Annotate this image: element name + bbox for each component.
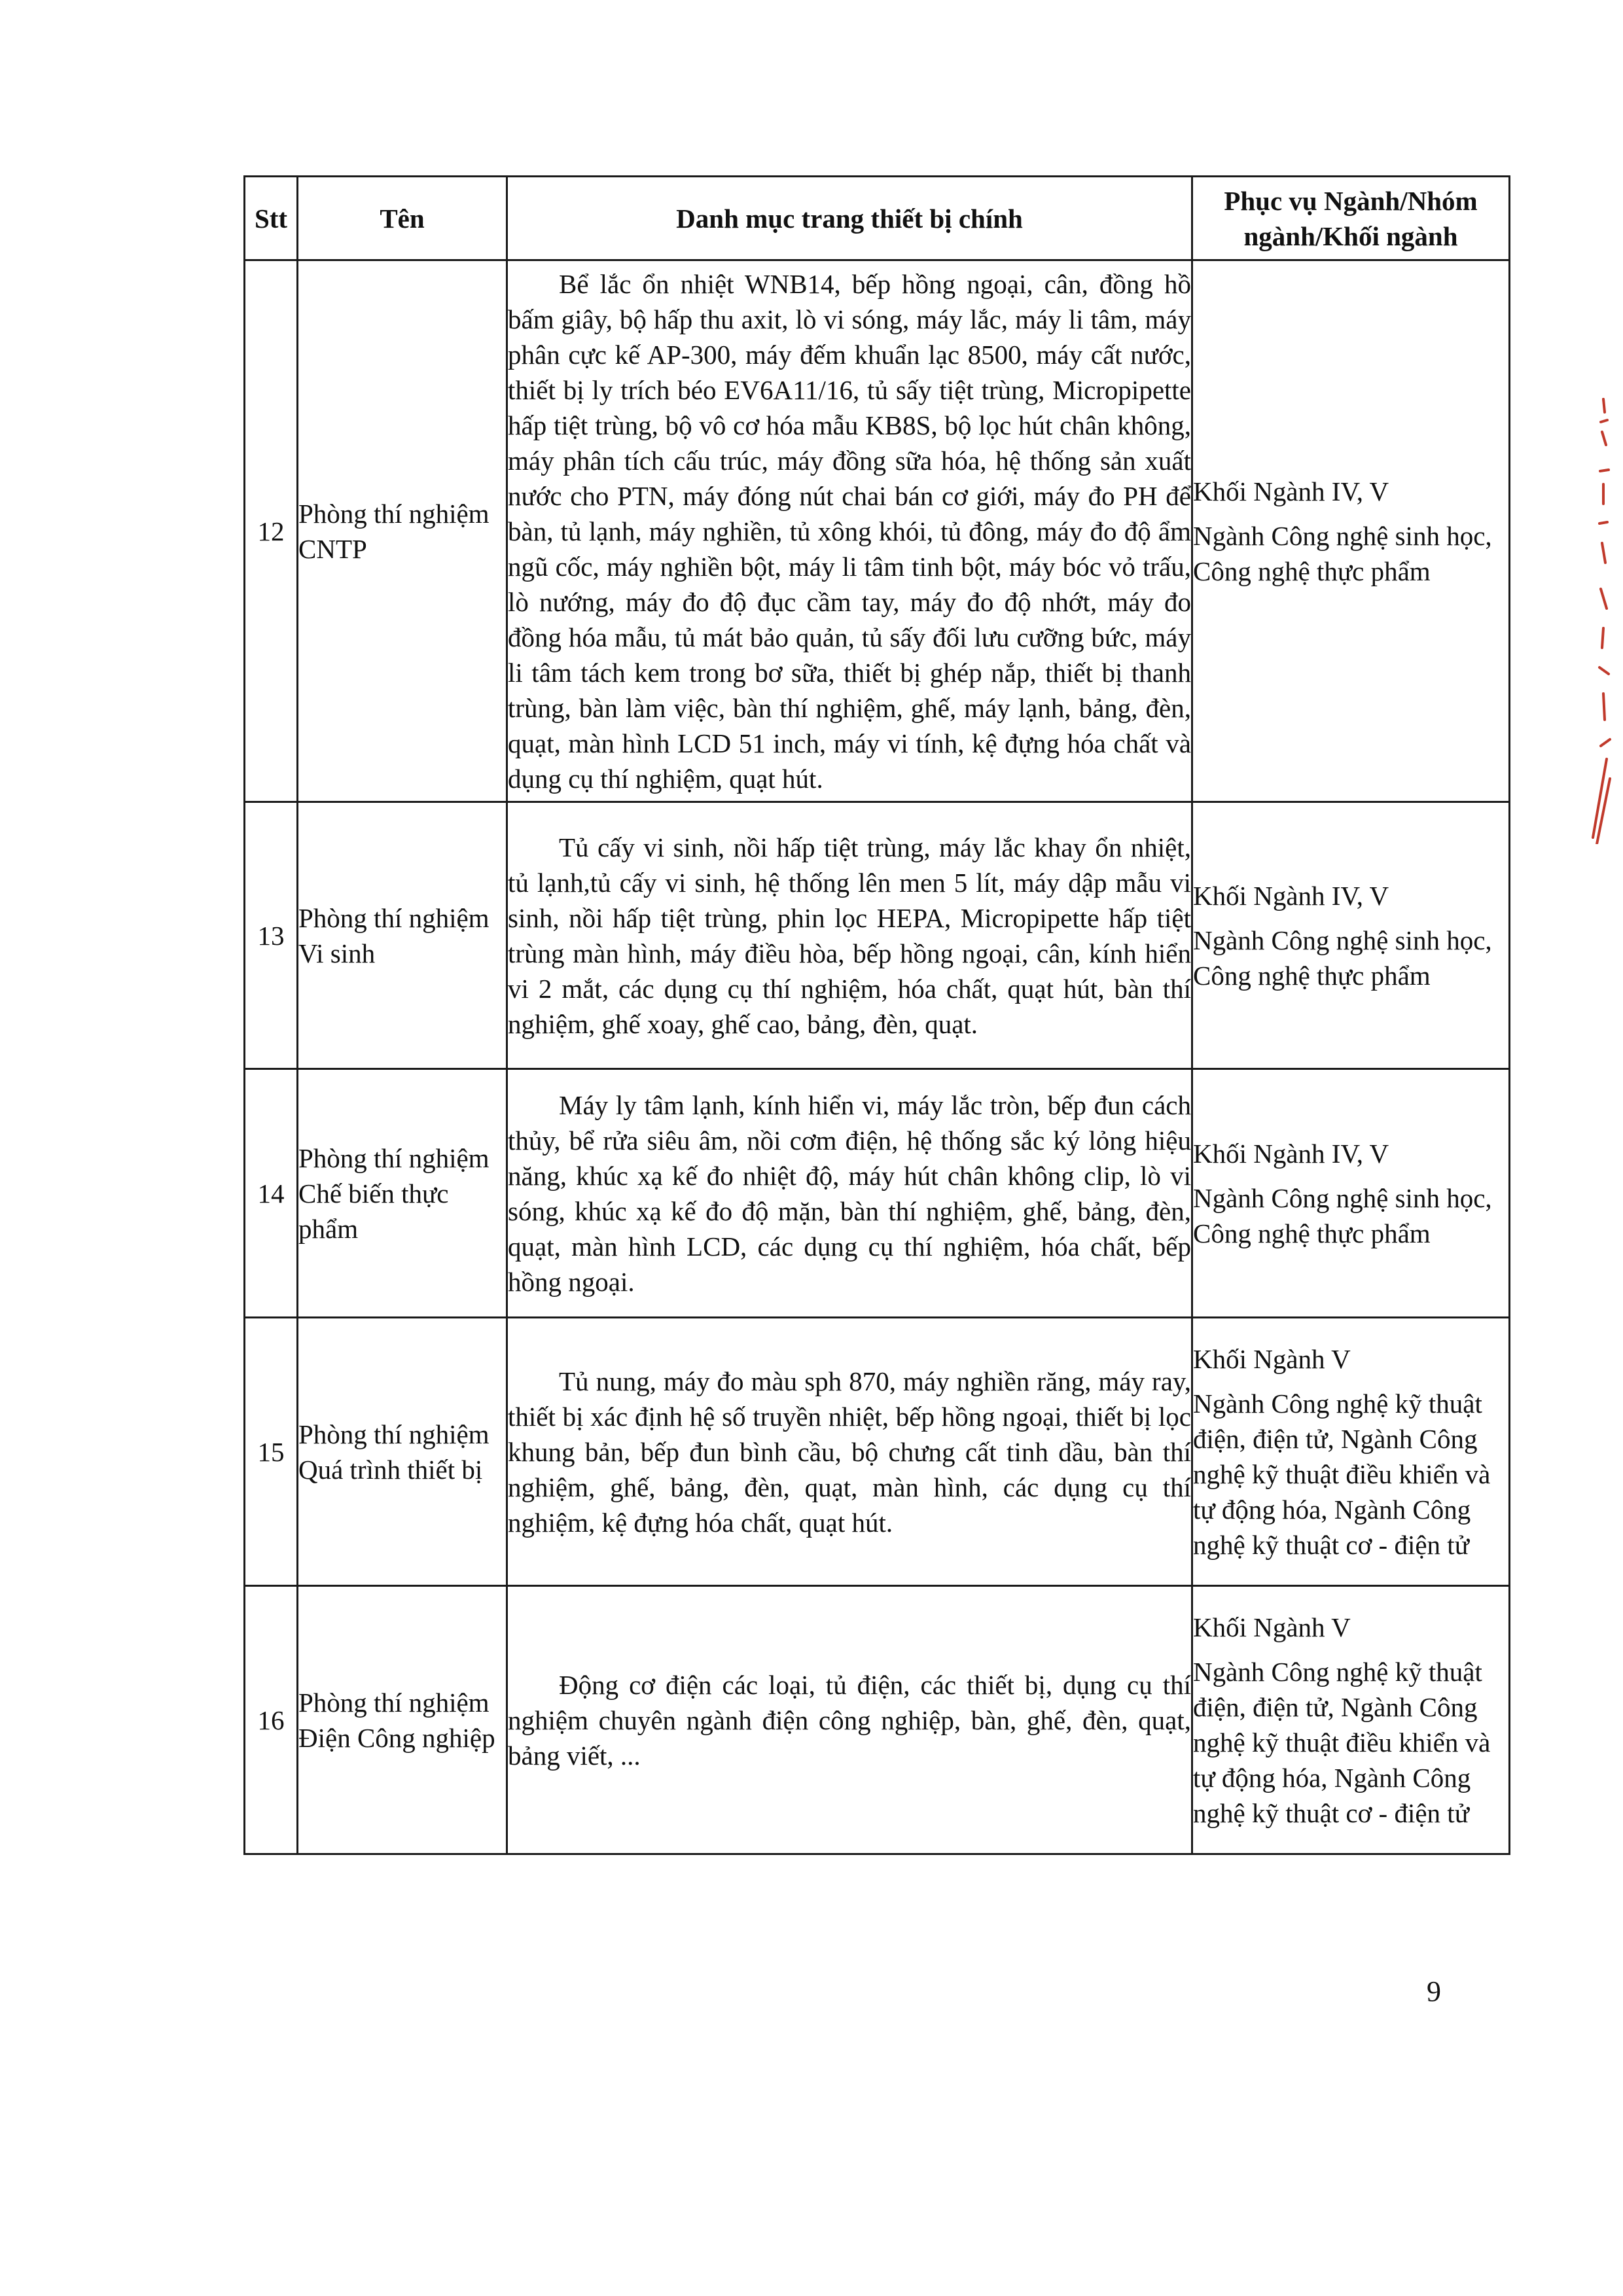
row-danh-muc-text: Tủ nung, máy đo màu sph 870, máy nghiền răng, máy ray, thiết bị xác định hệ số truyền nhiệt, bếp hồng ngoại, thiết bị lọc khung bản, bếp đun bình cầu, bộ chưng cất tinh dầu, bàn thí nghiệm, ghế, bảng, đèn, quạt, màn hình, các dụng cụ thí nghiệm, kệ đựng hóa chất, quạt hút. (508, 1366, 1191, 1538)
row-phuc-vu (1192, 802, 1510, 1069)
row-stt: 12 (245, 260, 298, 802)
row-phuc-vu (1192, 1069, 1510, 1318)
table-row (245, 802, 1510, 1069)
row-phuc-vu-khoi: Khối Ngành V (1193, 1343, 1351, 1374)
row-ten: Phòng thí nghiệm CNTP (298, 260, 507, 802)
row-phuc-vu-nganh: Ngành Công nghệ kỹ thuật điện, điện tử, Ngành Công nghệ kỹ thuật điều khiển và tự động hóa, Ngành Công nghệ kỹ thuật cơ - điện tử (1193, 1388, 1491, 1560)
header-danh-muc: Danh mục trang thiết bị chính (507, 177, 1192, 260)
table-row (245, 1318, 1510, 1586)
row-stt: 14 (245, 1069, 298, 1318)
row-phuc-vu-khoi: Khối Ngành V (1193, 1612, 1351, 1642)
row-danh-muc (507, 1586, 1192, 1854)
row-phuc-vu (1192, 260, 1510, 802)
row-phuc-vu-khoi: Khối Ngành IV, V (1193, 880, 1389, 911)
row-ten: Phòng thí nghiệm Quá trình thiết bị (298, 1318, 507, 1586)
page-number: 9 (1427, 1975, 1441, 2007)
row-danh-muc (507, 1318, 1192, 1586)
row-phuc-vu (1192, 1318, 1510, 1586)
row-stt: 15 (245, 1318, 298, 1586)
table-header-row (245, 177, 1510, 260)
margin-signature-mark (1584, 393, 1616, 844)
row-stt: 16 (245, 1586, 298, 1854)
header-ten: Tên (298, 177, 507, 260)
table-row (245, 260, 1510, 802)
row-ten: Phòng thí nghiệm Vi sinh (298, 802, 507, 1069)
row-phuc-vu-nganh: Ngành Công nghệ sinh học, Công nghệ thực phẩm (1193, 925, 1492, 991)
row-phuc-vu-nganh: Ngành Công nghệ kỹ thuật điện, điện tử, Ngành Công nghệ kỹ thuật điều khiển và tự động hóa, Ngành Công nghệ kỹ thuật cơ - điện tử (1193, 1656, 1491, 1828)
row-ten: Phòng thí nghiệm Chế biến thực phẩm (298, 1069, 507, 1318)
header-stt: Stt (245, 177, 298, 260)
row-danh-muc (507, 1069, 1192, 1318)
row-phuc-vu-nganh: Ngành Công nghệ sinh học, Công nghệ thực phẩm (1193, 1182, 1492, 1248)
row-danh-muc-text: Bể lắc ổn nhiệt WNB14, bếp hồng ngoại, cân, đồng hồ bấm giây, bộ hấp thu axit, lò vi sóng, máy lắc, máy li tâm, máy phân cực kế AP-300, máy đếm khuẩn lạc 8500, máy cất nước, thiết bị ly trích béo EV6A11/16, tủ sấy tiệt trùng, Micropipette hấp tiệt trùng, bộ vô cơ hóa mẫu KB8S, bộ lọc hút chân không, máy phân tích cấu trúc, máy đồng sữa hóa, hệ thống sản xuất nước cho PTN, máy đóng nút chai bán cơ giới, máy đo PH để bàn, tủ lạnh, máy nghiền, tủ xông khói, tủ đông, máy đo độ ẩm ngũ cốc, máy nghiền bột, máy li tâm tinh bột, máy bóc vỏ trấu, lò nướng, máy đo độ đục cầm tay, máy đo độ nhớt, máy đo đồng hóa mẫu, tủ mát bảo quản, tủ sấy đối lưu cưỡng bức, máy li tâm tách kem trong bơ sữa, thiết bị ghép nắp, thiết bị thanh trùng, bàn làm việc, bàn thí nghiệm, ghế, máy lạnh, bảng, đèn, quạt, màn hình LCD 51 inch, máy vi tính, kệ đựng hóa chất và dụng cụ thí nghiệm, quạt hút. (508, 268, 1191, 794)
row-phuc-vu (1192, 1586, 1510, 1854)
equipment-table (243, 175, 1510, 1855)
row-danh-muc-text: Máy ly tâm lạnh, kính hiển vi, máy lắc tròn, bếp đun cách thủy, bể rửa siêu âm, nồi cơm điện, hệ thống sắc ký lỏng hiệu năng, khúc xạ kế đo nhiệt độ, máy hút chân không clip, lò vi sóng, khúc xạ kế đo độ mặn, bàn thí nghiệm, ghế, bảng, đèn, quạt, màn hình LCD, các dụng cụ thí nghiệm, hóa chất, bếp hồng ngoại. (508, 1089, 1191, 1297)
row-stt: 13 (245, 802, 298, 1069)
row-danh-muc-text: Tủ cấy vi sinh, nồi hấp tiệt trùng, máy lắc khay ổn nhiệt, tủ lạnh,tủ cấy vi sinh, hệ thống lên men 5 lít, máy dập mẫu vi sinh, nồi hấp tiệt trùng, phin lọc HEPA, Micropipette hấp tiệt trùng màn hình, máy điều hòa, bếp hồng ngoại, cân, kính hiển vi 2 mắt, các dụng cụ thí nghiệm, hóa chất, quạt hút, bàn thí nghiệm, ghế xoay, ghế cao, bảng, đèn, quạt. (508, 832, 1191, 1039)
row-phuc-vu-khoi: Khối Ngành IV, V (1193, 1138, 1389, 1169)
row-danh-muc-text: Động cơ điện các loại, tủ điện, các thiết bị, dụng cụ thí nghiệm chuyên ngành điện công nghiệp, bàn, ghế, đèn, quạt, bảng viết, ... (508, 1669, 1191, 1771)
row-danh-muc (507, 260, 1192, 802)
row-phuc-vu-nganh: Ngành Công nghệ sinh học, Công nghệ thực phẩm (1193, 520, 1492, 586)
row-ten: Phòng thí nghiệm Điện Công nghiệp (298, 1586, 507, 1854)
row-phuc-vu-khoi: Khối Ngành IV, V (1193, 476, 1389, 506)
table-row (245, 1586, 1510, 1854)
row-danh-muc (507, 802, 1192, 1069)
table-row (245, 1069, 1510, 1318)
header-phuc-vu: Phục vụ Ngành/Nhóm ngành/Khối ngành (1192, 177, 1510, 260)
